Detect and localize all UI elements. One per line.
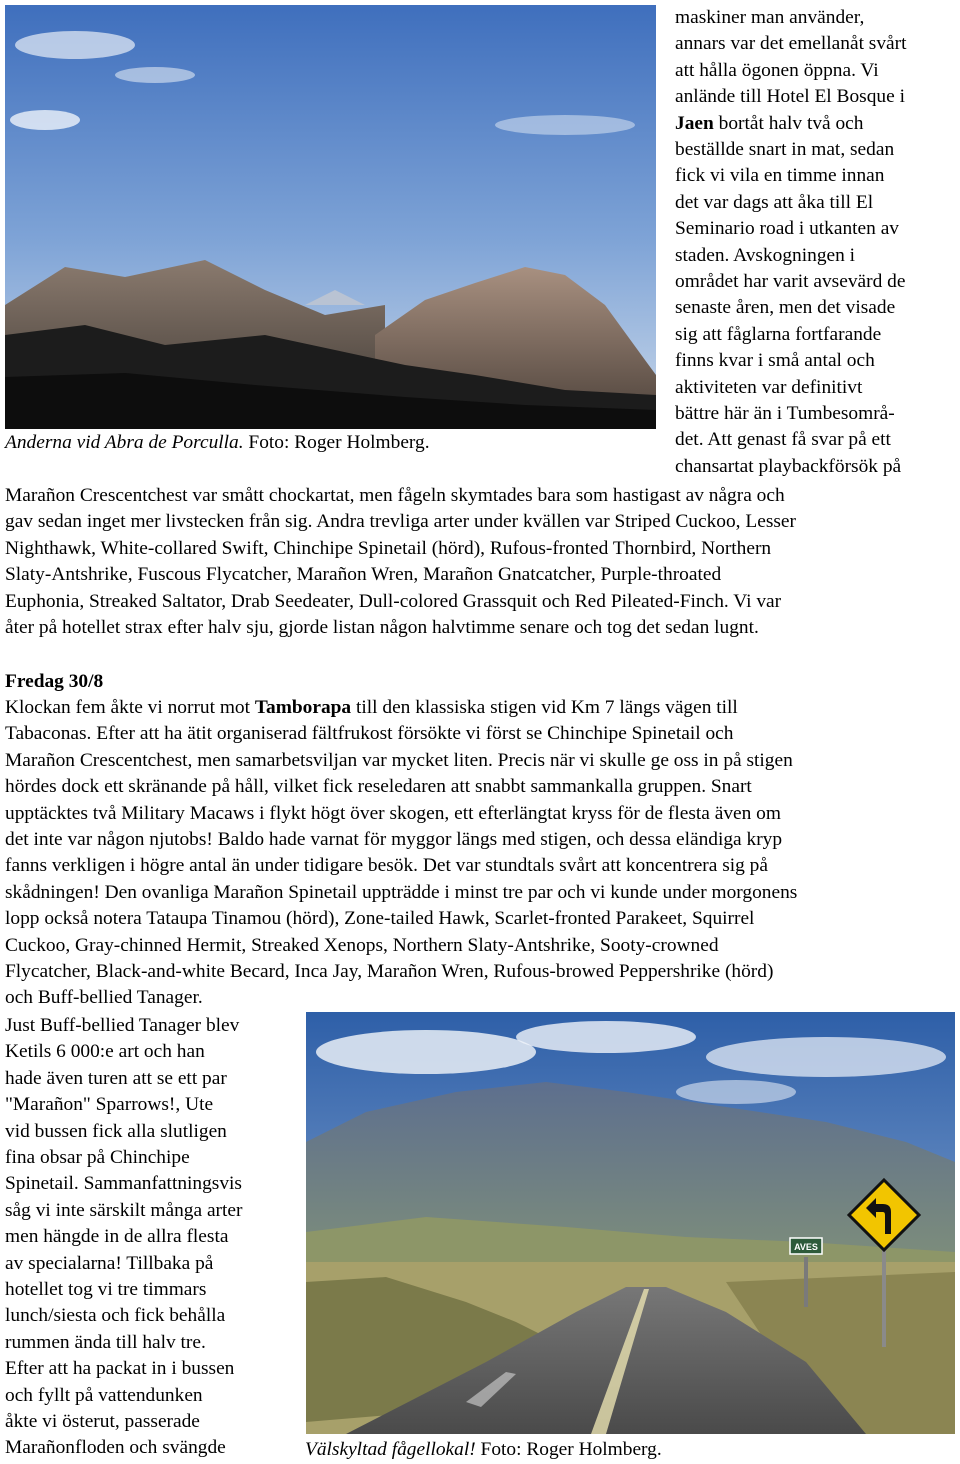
text-line: Euphonia, Streaked Saltator, Drab Seedeater, Dull-colored Grassquit och Red Pileated-Finch. Vi var (5, 590, 782, 612)
right-column-text (675, 5, 960, 485)
text-line: rummen ända till halv tre. (5, 1331, 206, 1353)
text-line: Marañon Crescentchest var smått chockartat, men fågeln skymtades bara som hastigast av några och (5, 485, 785, 506)
text-line: senaste åren, men det visade (675, 297, 896, 319)
text-line: men hängde in de allra flesta (5, 1226, 229, 1248)
text-line: Just Buff-bellied Tanager blev (5, 1015, 240, 1036)
text-line: annars var det emellanåt svårt (675, 33, 907, 55)
text-line: såg vi inte särskilt många arter (5, 1199, 243, 1221)
text-line: Spinetail. Sammanfattningsvis (5, 1173, 242, 1195)
text-line: Flycatcher, Black-and-white Becard, Inca Jay, Marañon Wren, Rufous-browed Peppershrike (hörd) (5, 961, 774, 982)
text-line: det. Att genast få svar på ett (675, 429, 891, 451)
text-line: lunch/siesta och fick behålla (5, 1305, 226, 1327)
text-line: bättre här än i Tumbesområ- (675, 403, 895, 424)
left-column-text (5, 1013, 300, 1463)
text-line: skådningen! Den ovanliga Marañon Spinetail uppträdde i minst tre par och vi kunde under morgonens (5, 881, 798, 903)
text-line: gav sedan inget mer livstecken från sig. Andra trevliga arter under kvällen var Striped Cuckoo, Lesser (5, 511, 796, 533)
mountain-photo-caption (5, 430, 430, 457)
text-run: Klockan fem åkte vi norrut mot (5, 697, 255, 718)
text-line: Tabaconas. Efter att ha ätit organiserad fältfrukost försökte vi först se Chinchipe Spinetail och (5, 723, 734, 745)
text-line: Seminario road i utkanten av (675, 218, 900, 240)
text-line: upptäcktes två Military Macaws i flykt högt över skogen, ett efterlängtat kryss för de flesta även om (5, 802, 781, 824)
text-line: att hålla ögonen öppna. Vi (675, 59, 879, 81)
text-line: området har varit avsevärd de (675, 271, 906, 292)
road-photo (306, 1012, 955, 1434)
road-photo-image (306, 1012, 955, 1434)
paragraph-evening (5, 483, 955, 643)
text-line: Slaty-Antshrike, Fuscous Flycatcher, Marañon Wren, Marañon Gnatcatcher, Purple-throated (5, 564, 722, 586)
text-line: beställde snart in mat, sedan (675, 139, 895, 160)
text-line: och Buff-bellied Tanager. (5, 987, 203, 1009)
mountain-photo (5, 5, 656, 429)
text-line: fick vi vila en timme innan (675, 165, 885, 187)
text-line: fina obsar på Chinchipe (5, 1147, 190, 1168)
bold-place-name: Jaen (675, 112, 714, 134)
text-run: bortåt halv två och (713, 112, 864, 134)
text-line: "Marañon" Sparrows!, Ute (5, 1094, 214, 1116)
text-line (675, 111, 864, 138)
mountain-caption-title: Anderna vid Abra de Porculla. (5, 432, 244, 453)
text-line: Ketils 6 000:e art och han (5, 1041, 205, 1063)
section-heading-text: Fredag 30/8 (5, 671, 104, 692)
mountain-photo-image (5, 5, 656, 429)
text-line: åkte vi österut, passerade (5, 1411, 200, 1432)
text-line: Marañon Crescentchest, men samarbetsviljan var mycket liten. Precis när vi skulle ge oss in på stigen (5, 749, 793, 771)
text-line: sig att fåglarna fortfarande (675, 323, 882, 345)
text-line: det inte var någon njutobs! Baldo hade varnat för myggor längs med stigen, och dessa eländiga kryp (5, 829, 783, 850)
road-photo-caption (305, 1437, 662, 1464)
text-line: åter på hotellet strax efter halv sju, gjorde listan någon halvtimme senare och tog det sedan lugnt. (5, 617, 759, 638)
text-line: och fyllt på vattendunken (5, 1384, 203, 1406)
aves-sign-text: AVES (794, 1242, 818, 1252)
text-line: hotellet tog vi tre timmars (5, 1279, 207, 1300)
bold-place-name: Tamborapa (254, 697, 352, 718)
text-line: finns kvar i små antal och (675, 350, 875, 372)
paragraph-friday (5, 695, 955, 1015)
text-line: hade även turen att se ett par (5, 1067, 227, 1089)
section-heading (5, 669, 103, 696)
text-line: staden. Avskogningen i (675, 244, 856, 266)
text-line: anlände till Hotel El Bosque i (675, 86, 905, 108)
text-line: vid bussen fick alla slutligen (5, 1120, 227, 1142)
text-line: lopp också notera Tataupa Tinamou (hörd), Zone-tailed Hawk, Scarlet-fronted Parakeet, Squirrel (5, 908, 755, 930)
text-line: Efter att ha packat in i bussen (5, 1358, 235, 1380)
road-caption-credit: Foto: Roger Holmberg. (475, 1439, 662, 1460)
text-line (5, 695, 738, 722)
mountain-caption-credit: Foto: Roger Holmberg. (243, 432, 430, 453)
road-caption-title: Välskyltad fågellokal! (305, 1439, 476, 1460)
text-line: Marañonfloden och svängde (5, 1437, 226, 1459)
text-line: det var dags att åka till El (675, 191, 874, 213)
text-line: chansartat playbackförsök på (675, 455, 902, 477)
text-line: Cuckoo, Gray-chinned Hermit, Streaked Xenops, Northern Slaty-Antshrike, Sooty-crowned (5, 934, 719, 956)
text-line: fanns verkligen i högre antal än under tidigare besök. Det var stundtals svårt att koncentrera sig på (5, 855, 768, 877)
text-run: till den klassiska stigen vid Km 7 längs vägen till (351, 697, 738, 718)
text-line: hördes dock ett skränande på håll, vilket fick reseledaren att snabbt sammankalla gruppen. Snart (5, 776, 752, 798)
text-line: Nighthawk, White-collared Swift, Chinchipe Spinetail (hörd), Rufous-fronted Thornbird, Northern (5, 537, 772, 559)
text-line: av specialarna! Tillbaka på (5, 1252, 214, 1274)
text-line: maskiner man använder, (675, 7, 865, 28)
text-line: aktiviteten var definitivt (675, 376, 863, 398)
